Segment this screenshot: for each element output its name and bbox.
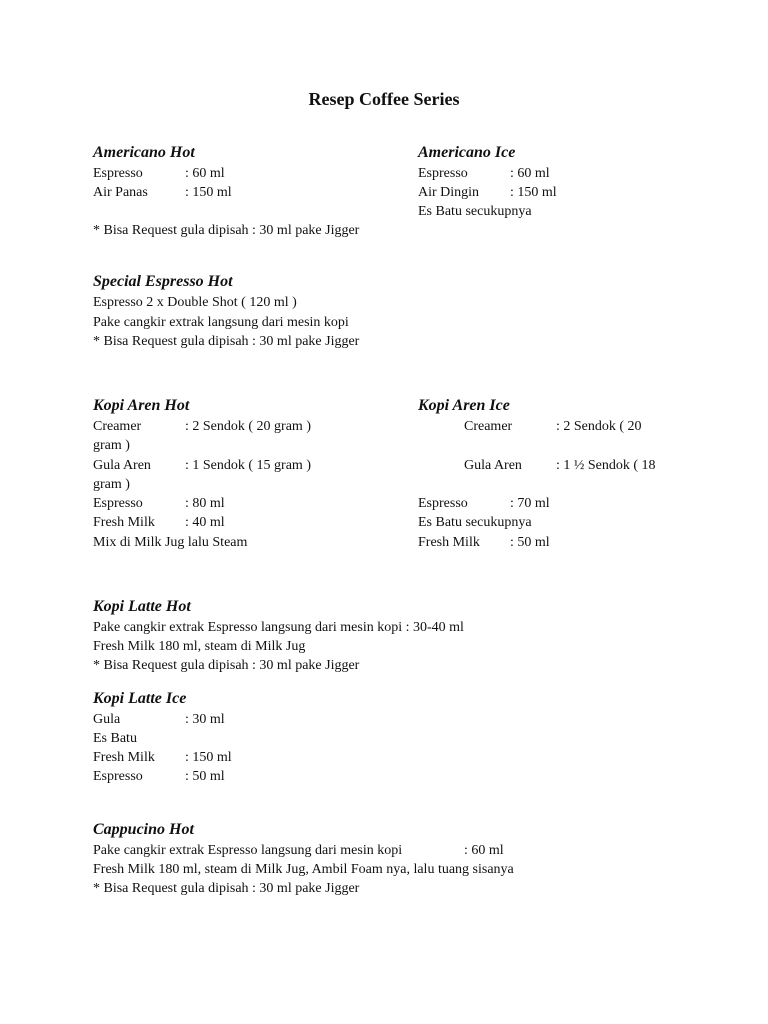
ingredient-label: Espresso (93, 166, 143, 181)
extra-text: Es Batu secukupnya (418, 204, 532, 219)
ingredient-value: : 60 ml (185, 166, 225, 181)
ingredient-label: Espresso (93, 496, 143, 511)
ingredient-value: : 50 ml (510, 535, 550, 550)
note-text: Mix di Milk Jug lalu Steam (93, 535, 248, 550)
ingredient-value: : 60 ml (464, 843, 504, 858)
ingredient-label: Fresh Milk (418, 535, 480, 550)
recipe-line: Pake cangkir extrak langsung dari mesin kopi (93, 315, 349, 330)
recipe-line: Pake cangkir extrak Espresso langsung dari mesin kopi (93, 843, 403, 858)
section-heading: Kopi Latte Ice (93, 690, 187, 707)
note-text: * Bisa Request gula dipisah : 30 ml pake Jigger (93, 223, 360, 238)
wrapped-text: gram ) (93, 438, 130, 453)
ingredient-value: : 60 ml (510, 166, 550, 181)
ingredient-value: : 80 ml (185, 496, 225, 511)
section-heading: Kopi Aren Hot (93, 397, 190, 414)
ingredient-label: Gula Aren (464, 458, 522, 473)
recipe-line: Fresh Milk 180 ml, steam di Milk Jug (93, 639, 306, 654)
ingredient-value: : 30 ml (185, 712, 225, 727)
ingredient-label: Creamer (93, 419, 142, 434)
extra-text: Es Batu secukupnya (418, 515, 532, 530)
ingredient-label: Es Batu (93, 731, 137, 746)
ingredient-value: : 1 Sendok ( 15 gram ) (185, 458, 311, 473)
ingredient-value: : 50 ml (185, 769, 225, 784)
recipe-line: Espresso 2 x Double Shot ( 120 ml ) (93, 295, 297, 310)
ingredient-label: Gula (93, 712, 121, 727)
note-text: * Bisa Request gula dipisah : 30 ml pake Jigger (93, 881, 360, 896)
note-text: * Bisa Request gula dipisah : 30 ml pake Jigger (93, 334, 360, 349)
recipe-line: Pake cangkir extrak Espresso langsung dari mesin kopi : 30-40 ml (93, 620, 464, 635)
ingredient-value: : 1 ½ Sendok ( 18 (556, 458, 656, 473)
ingredient-label: Creamer (464, 419, 513, 434)
section-heading: Americano Ice (418, 144, 516, 161)
ingredient-label: Espresso (418, 166, 468, 181)
ingredient-value: : 2 Sendok ( 20 gram ) (185, 419, 311, 434)
ingredient-value: : 2 Sendok ( 20 (556, 419, 642, 434)
ingredient-label: Air Dingin (418, 185, 480, 200)
note-text: * Bisa Request gula dipisah : 30 ml pake Jigger (93, 658, 360, 673)
ingredient-label: Fresh Milk (93, 750, 155, 765)
ingredient-label: Espresso (93, 769, 143, 784)
section-heading: Kopi Latte Hot (93, 598, 191, 615)
page-title: Resep Coffee Series (308, 89, 460, 109)
ingredient-label: Gula Aren (93, 458, 151, 473)
section-heading: Cappucino Hot (93, 821, 194, 838)
ingredient-label: Fresh Milk (93, 515, 155, 530)
ingredient-label: Air Panas (93, 185, 148, 200)
ingredient-value: : 40 ml (185, 515, 225, 530)
ingredient-value: : 150 ml (185, 185, 232, 200)
section-heading: Americano Hot (93, 144, 195, 161)
section-heading: Kopi Aren Ice (418, 397, 510, 414)
ingredient-value: : 150 ml (185, 750, 232, 765)
recipe-line: Fresh Milk 180 ml, steam di Milk Jug, Ambil Foam nya, lalu tuang sisanya (93, 862, 514, 877)
ingredient-value: : 150 ml (510, 185, 557, 200)
section-heading: Special Espresso Hot (93, 273, 233, 290)
ingredient-value: : 70 ml (510, 496, 550, 511)
ingredient-label: Espresso (418, 496, 468, 511)
wrapped-text: gram ) (93, 477, 130, 492)
